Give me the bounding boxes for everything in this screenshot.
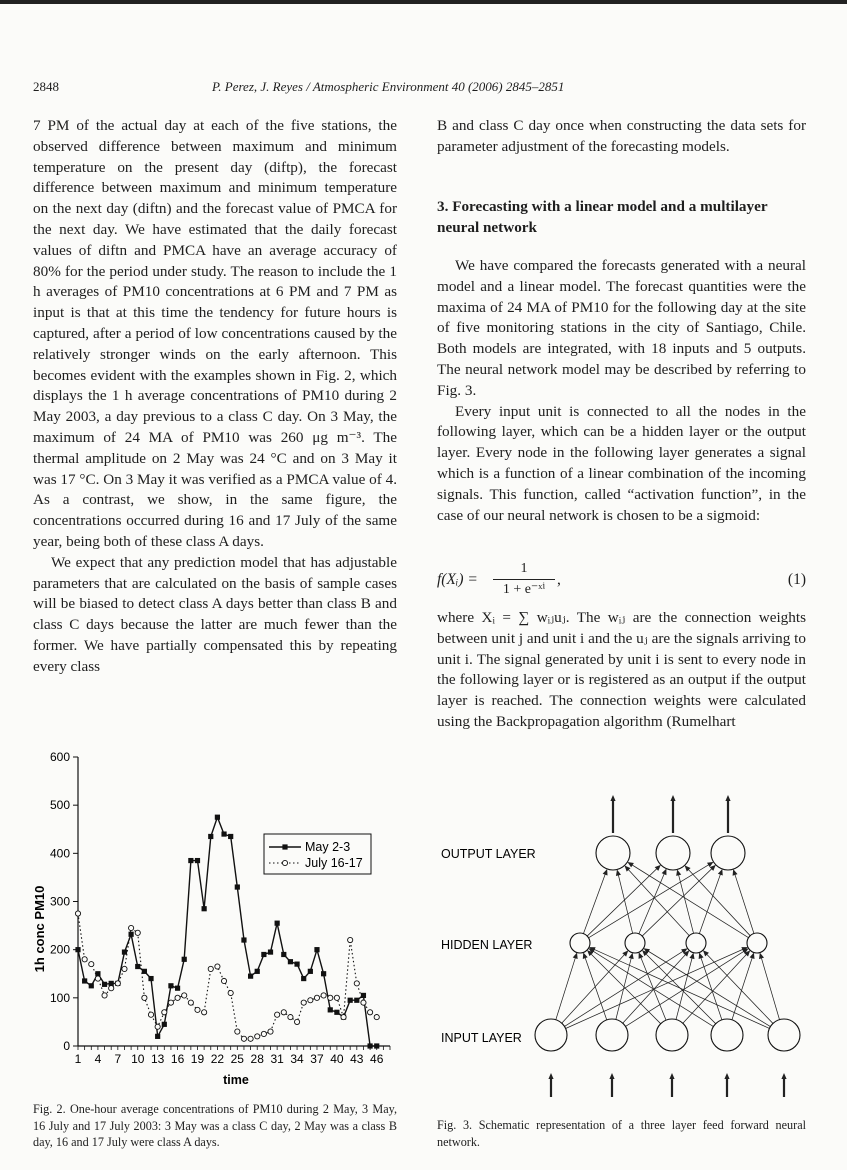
data-point-may (221, 831, 226, 836)
y-tick-label: 600 (49, 750, 70, 764)
series-line-july (78, 914, 377, 1039)
x-tick-label: 46 (370, 1052, 384, 1066)
arrow-head (583, 952, 588, 959)
connection-line (648, 951, 771, 1027)
fig3-caption: Fig. 3. Schematic representation of a three layer feed forward neural network. (437, 1118, 806, 1149)
input-node (535, 1019, 567, 1051)
paragraph: Every input unit is connected to all the nodes in the following layer, which can be a hidden layer or the output layer. Every node in the following layer generates a signal which is a function of a linear combination of the incoming signals. This function, called “activation function”, in the case of our neural network is chosen to be a sigmoid: (437, 402, 806, 524)
data-point-july (321, 993, 326, 998)
data-point-july (215, 964, 220, 969)
equation-1 (437, 560, 806, 600)
data-point-july (115, 981, 120, 986)
hidden-layer-label: HIDDEN LAYER (441, 938, 533, 952)
y-tick-label: 100 (49, 990, 70, 1005)
data-point-july (208, 966, 213, 971)
data-point-july (354, 981, 359, 986)
data-point-may (129, 932, 134, 937)
data-point-july (162, 1010, 167, 1015)
y-tick-label: 500 (49, 798, 70, 813)
x-tick-label: 10 (131, 1052, 145, 1066)
data-point-july (301, 1000, 306, 1005)
x-axis-label: time (223, 1073, 249, 1087)
x-tick-label: 31 (270, 1052, 284, 1066)
y-tick-label: 0 (63, 1039, 70, 1053)
fig3-network-diagram (437, 785, 807, 1115)
data-point-july (261, 1031, 266, 1036)
data-point-july (155, 1024, 160, 1029)
data-point-july (175, 995, 180, 1000)
equation-number: (1) (787, 571, 806, 588)
data-point-may (215, 815, 220, 820)
data-point-may (261, 952, 266, 957)
x-tick-label: 7 (114, 1052, 122, 1066)
data-point-may (142, 969, 147, 974)
data-point-july (361, 1000, 366, 1005)
data-point-may (89, 983, 94, 988)
hidden-node (686, 933, 706, 953)
output-node (596, 836, 630, 870)
input-node (711, 1019, 743, 1051)
data-point-may (241, 937, 246, 942)
right-column-middle (437, 256, 806, 526)
arrow-head (573, 953, 578, 960)
legend-marker (282, 844, 287, 849)
data-point-may (294, 962, 299, 967)
arrow-head (670, 795, 675, 801)
data-point-july (142, 995, 147, 1000)
x-tick-label: 19 (190, 1052, 205, 1066)
data-point-may (268, 949, 273, 954)
legend-label: July 16-17 (305, 856, 363, 870)
data-point-may (208, 834, 213, 839)
paragraph: where Xᵢ = ∑ wᵢⱼuⱼ. The wᵢⱼ are the connection weights between unit j and unit i and the uⱼ are the signals arriving to unit i. The signal generated by unit i is sent to every node in the following layer or is registered as an output if the output layer is reached. The connection weights were calculated using the Backpropagation algorithm (Rumelhart (437, 609, 806, 730)
data-point-july (202, 1010, 207, 1015)
arrow-head (725, 795, 730, 801)
running-head: P. Perez, J. Reyes / Atmospheric Environment 40 (2006) 2845–2851 (212, 79, 565, 94)
data-point-may (182, 957, 187, 962)
data-point-may (155, 1034, 160, 1039)
arrow-head (733, 869, 738, 876)
connection-line (583, 874, 605, 934)
data-point-july (228, 990, 233, 995)
data-point-july (168, 1000, 173, 1005)
equation-denominator: 1 + e⁻ˣⁱ (502, 582, 546, 597)
fraction-bar (493, 579, 555, 580)
arrow-head (750, 953, 755, 960)
data-point-may (135, 964, 140, 969)
data-point-may (301, 976, 306, 981)
data-point-july (109, 986, 114, 991)
x-tick-label: 43 (350, 1052, 364, 1066)
data-point-july (314, 995, 319, 1000)
connection-line (735, 874, 754, 934)
y-tick-label: 400 (49, 846, 70, 861)
arrow-head (609, 1073, 614, 1079)
arrow-head (627, 862, 633, 867)
connection-line (699, 874, 720, 934)
data-point-may (195, 858, 200, 863)
fig2-caption: Fig. 2. One-hour average concentrations of PM10 during 2 May, 3 May, 16 July and 17 July 2003: 3 May was a class C day, 2 May was a class B day, 16 and 17 July were class A days. (33, 1102, 397, 1149)
data-point-may (314, 947, 319, 952)
arrow-head (669, 1073, 674, 1079)
data-point-july (129, 925, 134, 930)
chart-axes (50, 750, 390, 1066)
data-point-july (89, 962, 94, 967)
data-point-july (122, 966, 127, 971)
arrow-head (699, 952, 704, 959)
data-point-july (195, 1007, 200, 1012)
connection-line (594, 949, 770, 1028)
x-tick-label: 37 (310, 1052, 324, 1066)
data-point-july (334, 995, 339, 1000)
input-layer-label: INPUT LAYER (441, 1031, 522, 1045)
data-point-may (354, 998, 359, 1003)
x-tick-label: 40 (330, 1052, 344, 1066)
arrow-head (616, 870, 621, 876)
data-point-july (328, 995, 333, 1000)
connection-line (623, 954, 686, 1023)
data-point-may (248, 974, 253, 979)
data-point-july (135, 930, 140, 935)
hidden-node (747, 933, 767, 953)
equation-comma: , (557, 571, 561, 588)
paragraph: 7 PM of the actual day at each of the five stations, the observed difference between maximum and minimum temperature on the present day (diftp), the forecast difference between maximum and minimum temperature on the next day (diftn) and the forecast value of PMCA for the next day. We have estimated that the daily forecast values of diftn and PMCA have an average accuracy of 80% for the period under study. The reason to include the 1 h averages of PM10 concentrations at 6 PM and 7 PM as input is that at this time the tendency for future hours is captured, after a period of low concentrations caused by the relatively stronger winds on the early afternoon. This becomes evident with the examples shown in Fig. 2, which displays the 1 h average concentrations of PM10 during 2 May 2003, a day previous to a class C day. On 3 May, the maximum of 24 MA of PM10 was 260 μg m⁻³. The thermal amplitude on 2 May was 24 °C and on 3 May it was 17 °C. On 3 May it was verified as a PMCA value of 4. As a contrast, we show, in the same figure, the concentrations occurred during 16 and 17 July of the same year, being both of these class A days. (33, 117, 397, 550)
data-point-may (228, 834, 233, 839)
data-point-may (235, 884, 240, 889)
connection-line (562, 954, 625, 1023)
x-tick-label: 13 (150, 1052, 165, 1066)
data-point-july (288, 1015, 293, 1020)
data-point-may (168, 983, 173, 988)
output-layer-label: OUTPUT LAYER (441, 847, 536, 861)
x-tick-label: 22 (210, 1052, 225, 1066)
data-point-may (122, 949, 127, 954)
right-column-bottom (437, 608, 806, 733)
paragraph: B and class C day once when constructing the data sets for parameter adjustment of the forecasting models. (437, 117, 806, 155)
arrow-head (724, 1073, 729, 1079)
data-point-july (294, 1019, 299, 1024)
data-point-july (367, 1010, 372, 1015)
equation-fraction (493, 560, 555, 599)
data-point-july (235, 1029, 240, 1034)
x-tick-label: 28 (250, 1052, 264, 1066)
paragraph: We expect that any prediction model that has adjustable parameters that are calculated on the basis of sample cases will be biased to detect class A days better than class B and class C days because the latter are much fewer than the former. We have partially compensated this by repeating every class (33, 553, 397, 675)
data-point-july (275, 1012, 280, 1017)
data-point-may (148, 976, 153, 981)
hidden-node (570, 933, 590, 953)
network-nodes (535, 836, 800, 1051)
connection-line (761, 957, 779, 1019)
data-point-may (162, 1022, 167, 1027)
data-point-may (202, 906, 207, 911)
connection-line (593, 951, 714, 1027)
arrow-head (639, 952, 644, 959)
data-point-july (255, 1034, 260, 1039)
data-point-july (221, 978, 226, 983)
hidden-node (625, 933, 645, 953)
arrow-head (718, 869, 723, 876)
data-point-july (241, 1036, 246, 1041)
data-point-may (288, 959, 293, 964)
input-node (596, 1019, 628, 1051)
data-point-july (95, 976, 100, 981)
data-point-may (308, 969, 313, 974)
arrow-head (610, 795, 615, 801)
data-point-may (82, 978, 87, 983)
connection-line (556, 957, 576, 1019)
top-rule (0, 0, 847, 4)
section-heading: 3. Forecasting with a linear model and a multilayer neural network (437, 198, 768, 236)
data-point-may (255, 969, 260, 974)
data-point-may (374, 1043, 379, 1048)
legend-marker (282, 860, 287, 865)
arrow-head (548, 1073, 553, 1079)
paragraph: We have compared the forecasts generated with a neural model and a linear model. The forecast quantities were the maxima of 24 MA of PM10 for the following day at the site of five monitoring stations in the city of Santiago, Chile. Both models are integrated, with 18 inputs and 5 outputs. The neural network model may be described by referring to Fig. 3. (437, 257, 806, 399)
legend-label: May 2-3 (305, 840, 351, 854)
page-number: 2848 (33, 79, 59, 94)
connection-line (626, 951, 745, 1026)
data-point-july (188, 1000, 193, 1005)
data-point-july (308, 998, 313, 1003)
data-point-july (102, 993, 107, 998)
data-point-july (248, 1036, 253, 1041)
data-point-july (75, 911, 80, 916)
x-tick-label: 34 (290, 1052, 304, 1066)
data-point-may (175, 986, 180, 991)
arrow-head (689, 953, 694, 959)
input-node (768, 1019, 800, 1051)
y-tick-label: 200 (49, 942, 70, 957)
arrow-head (781, 1073, 786, 1079)
chart-legend (264, 834, 371, 874)
data-point-may (367, 1043, 372, 1048)
right-column-top (437, 116, 806, 158)
left-column (33, 116, 397, 678)
arrow-head (603, 869, 608, 876)
data-point-july (182, 993, 187, 998)
data-point-may (348, 998, 353, 1003)
output-node (656, 836, 690, 870)
data-point-july (268, 1029, 273, 1034)
data-point-july (82, 957, 87, 962)
connection-line (678, 874, 693, 933)
data-point-july (348, 937, 353, 942)
equation-numerator: 1 (520, 561, 528, 576)
equation-lhs: f(Xᵢ) = (437, 571, 478, 588)
arrow-head (676, 869, 681, 875)
x-tick-label: 4 (94, 1052, 102, 1066)
data-point-july (148, 1012, 153, 1017)
data-point-may (75, 947, 80, 952)
arrow-head (629, 953, 634, 959)
y-tick-label: 300 (49, 894, 70, 909)
x-tick-label: 25 (230, 1052, 244, 1066)
data-point-may (188, 858, 193, 863)
arrow-head (759, 953, 764, 959)
connection-line (591, 954, 661, 1024)
fig2-chart (30, 745, 400, 1093)
x-tick-label: 16 (170, 1052, 185, 1066)
data-point-may (102, 982, 107, 987)
data-point-july (374, 1015, 379, 1020)
input-node (656, 1019, 688, 1051)
x-tick-label: 1 (74, 1052, 82, 1066)
data-point-july (341, 1015, 346, 1020)
y-axis-label: 1h conc PM10 (32, 885, 47, 973)
connection-line (683, 954, 747, 1023)
output-node (711, 836, 745, 870)
data-point-may (275, 921, 280, 926)
data-point-may (321, 971, 326, 976)
data-point-may (328, 1007, 333, 1012)
data-point-may (281, 952, 286, 957)
data-point-july (281, 1010, 286, 1015)
data-point-may (334, 1010, 339, 1015)
connection-line (676, 958, 692, 1020)
